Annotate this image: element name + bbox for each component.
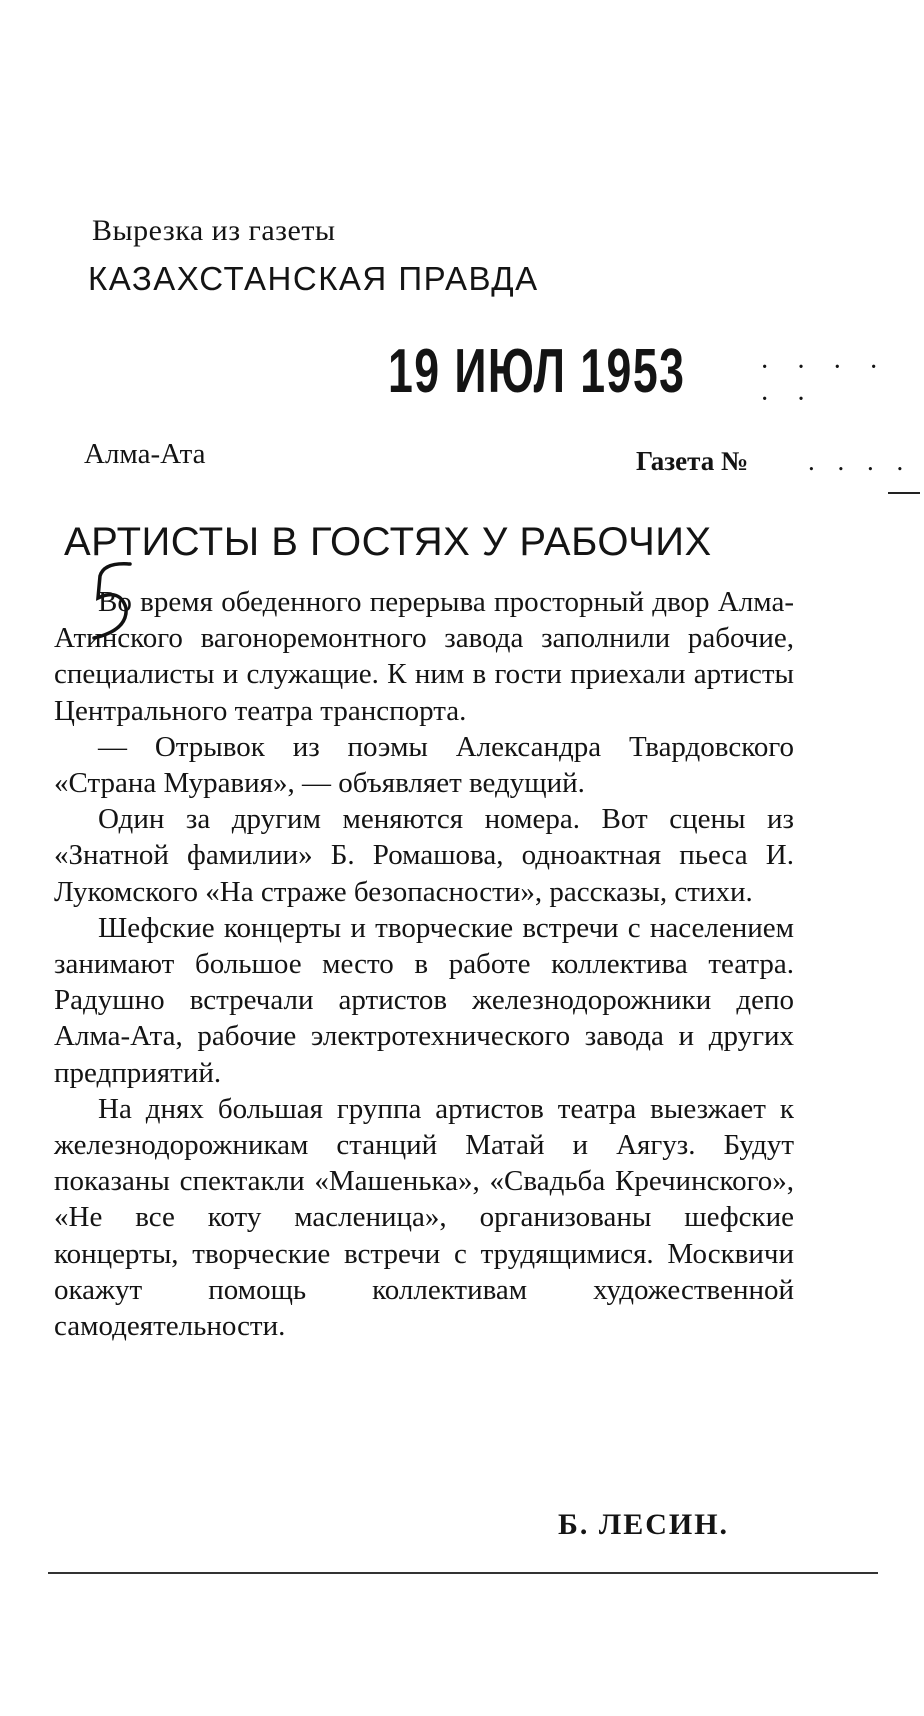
bottom-rule (48, 1572, 878, 1574)
article-paragraph: Шефские концерты и творческие встречи с населением занимают большое место в работе коллектива театра. Радушно встречали артистов железнодорожники депо Алма-Ата, рабочие электротехнического завода и других предприятий. (54, 911, 794, 1089)
article-paragraph: Во время обеденного перерыва просторный двор Алма-Атинского вагоноремонтного завода заполнили рабочие, специалисты и служащие. К ним в гости приехали артисты Центрального театра транспорта. (54, 586, 794, 727)
issue-dotted-line: . . . . (808, 446, 912, 476)
article-paragraph: На днях большая группа артистов театра выезжает к железнодорожникам станций Матай и Аягуз. Будут показаны спектакли «Машенька», «Свадьба Кречинского», «Не все коту масленица», организованы шефские концерты, творческие встречи с трудящимися. Москвичи окажут помощь коллективам художественной самодеятельности. (54, 1092, 794, 1343)
article-paragraph: Один за другим меняются номера. Вот сцены из «Знатной фамилии» Б. Ромашова, одноактная пьеса И. Лукомского «На страже безопасности», рассказы, стихи. (54, 803, 794, 908)
city-label: Алма-Ата (84, 438, 206, 470)
date-stamp: 19 ИЮЛ 1953 (388, 337, 686, 406)
article-paragraph: — Отрывок из поэмы Александра Твардовского «Страна Муравия», — объявляет ведущий. (54, 730, 794, 800)
article-body (54, 584, 794, 1344)
issue-label: Газета № (636, 446, 749, 476)
newspaper-name: КАЗАХСТАНСКАЯ ПРАВДА (88, 260, 539, 297)
article-author: Б. ЛЕСИН. (558, 1508, 730, 1541)
article-title: АРТИСТЫ В ГОСТЯХ У РАБОЧИХ (64, 520, 712, 564)
stamp-dotted-line: · · · · · · (760, 352, 889, 415)
clipping-label: Вырезка из газеты (92, 214, 336, 247)
short-rule (888, 492, 920, 494)
